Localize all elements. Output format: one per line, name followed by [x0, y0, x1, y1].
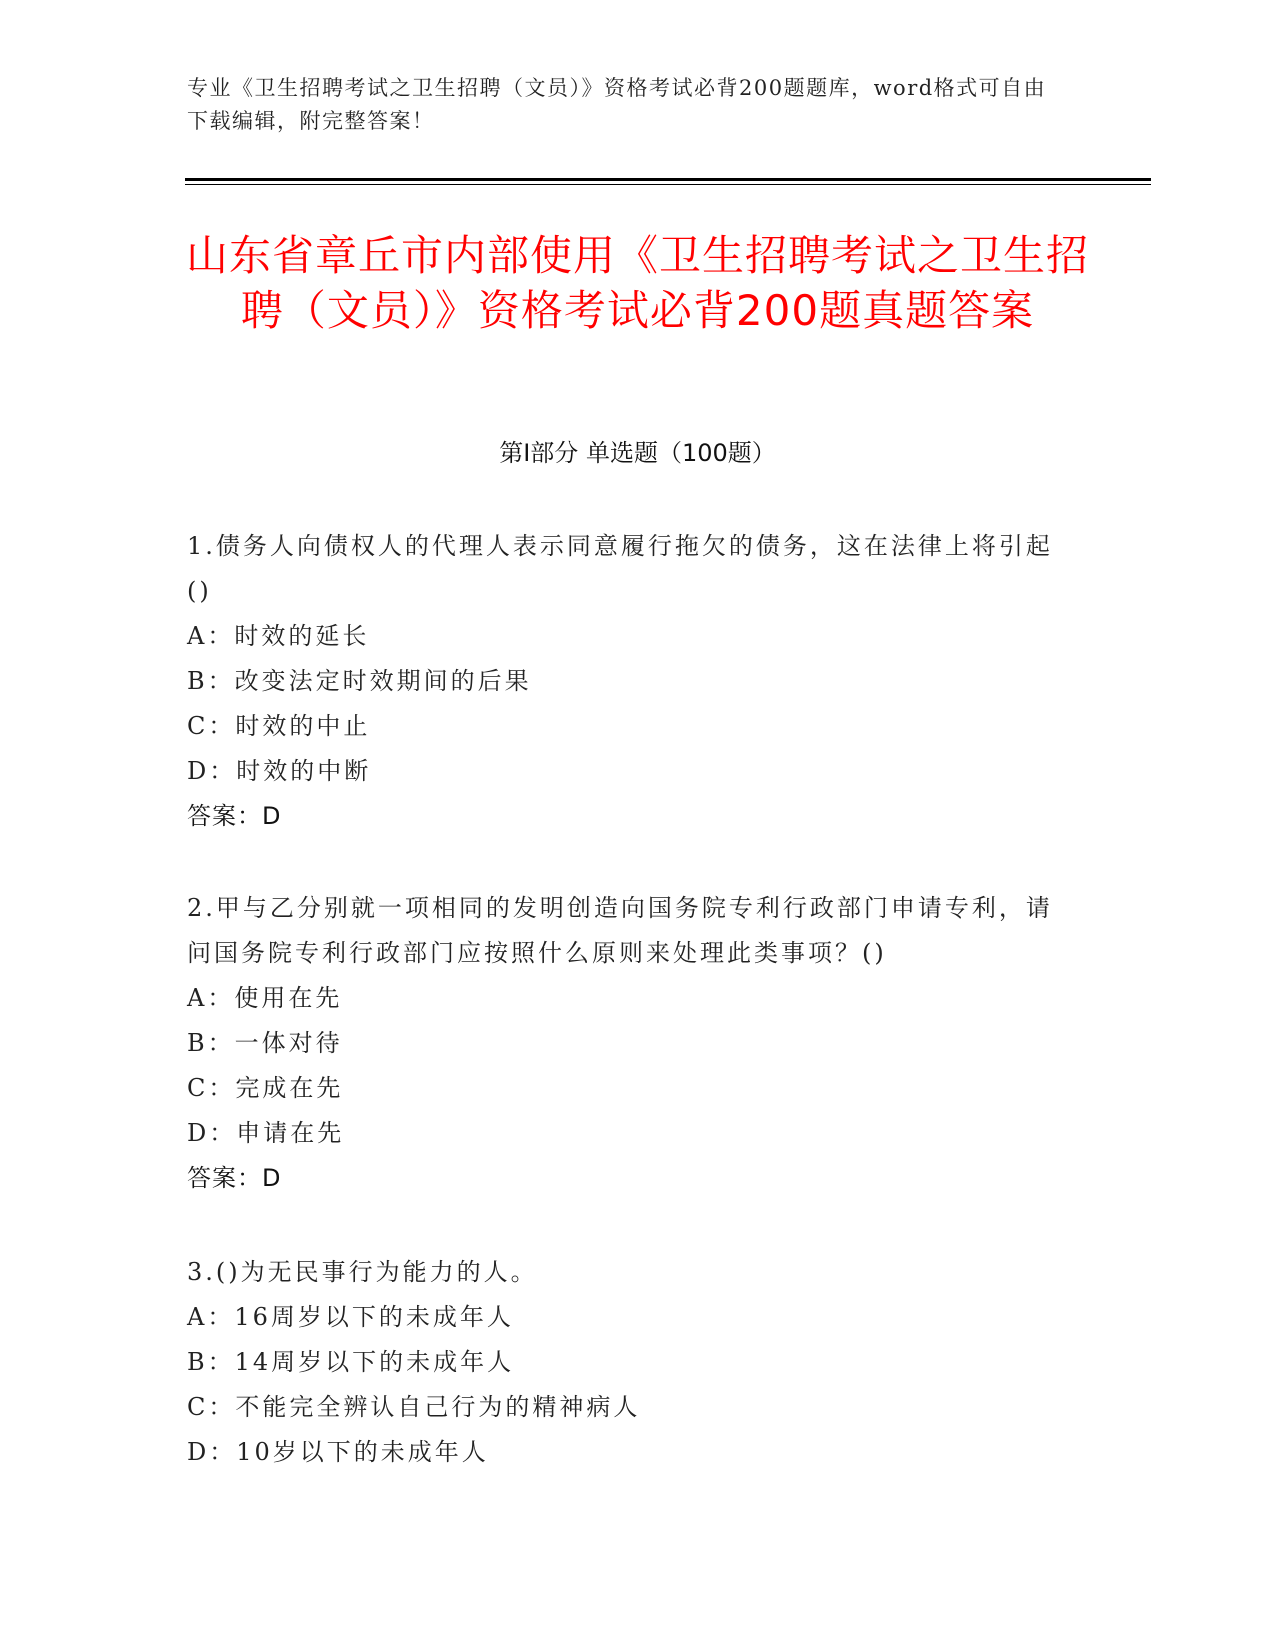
- option-b: B：一体对待: [187, 1029, 343, 1057]
- question-block: [187, 524, 1067, 839]
- header-note: 专业《卫生招聘考试之卫生招聘（文员）》资格考试必背200题题库，word格式可自由下载编辑，附完整答案！: [187, 76, 1047, 133]
- header-divider-thick: [185, 178, 1151, 181]
- option-d: D：时效的中断: [187, 757, 372, 785]
- option-a: A：时效的延长: [187, 622, 370, 650]
- option-b: B：改变法定时效期间的后果: [187, 667, 532, 695]
- option-a: A：16周岁以下的未成年人: [187, 1303, 514, 1331]
- answer-label: 答案：D: [187, 802, 282, 830]
- section-heading: 第I部分 单选题（100题）: [499, 439, 776, 467]
- question-block: [187, 1250, 1067, 1475]
- option-d: D：10岁以下的未成年人: [187, 1438, 489, 1466]
- option-c: C：不能完全辨认自己行为的精神病人: [187, 1393, 641, 1421]
- option-b: B：14周岁以下的未成年人: [187, 1348, 515, 1376]
- option-a: A：使用在先: [187, 984, 343, 1012]
- answer-label: 答案：D: [187, 1164, 282, 1192]
- question-block: [187, 886, 1067, 1201]
- question-stem: 3.()为无民事行为能力的人。: [187, 1258, 538, 1286]
- document-title: 山东省章丘市内部使用《卫生招聘考试之卫生招聘（文员）》资格考试必背200题真题答案: [185, 231, 1089, 335]
- question-stem: 1.债务人向债权人的代理人表示同意履行拖欠的债务，这在法律上将引起(): [187, 532, 1053, 605]
- question-stem: 2.甲与乙分别就一项相同的发明创造向国务院专利行政部门申请专利，请问国务院专利行政部门应按照什么原则来处理此类事项？(): [187, 894, 1053, 967]
- option-c: C：完成在先: [187, 1074, 344, 1102]
- option-c: C：时效的中止: [187, 712, 371, 740]
- header-divider-thin: [185, 184, 1151, 185]
- option-d: D：申请在先: [187, 1119, 345, 1147]
